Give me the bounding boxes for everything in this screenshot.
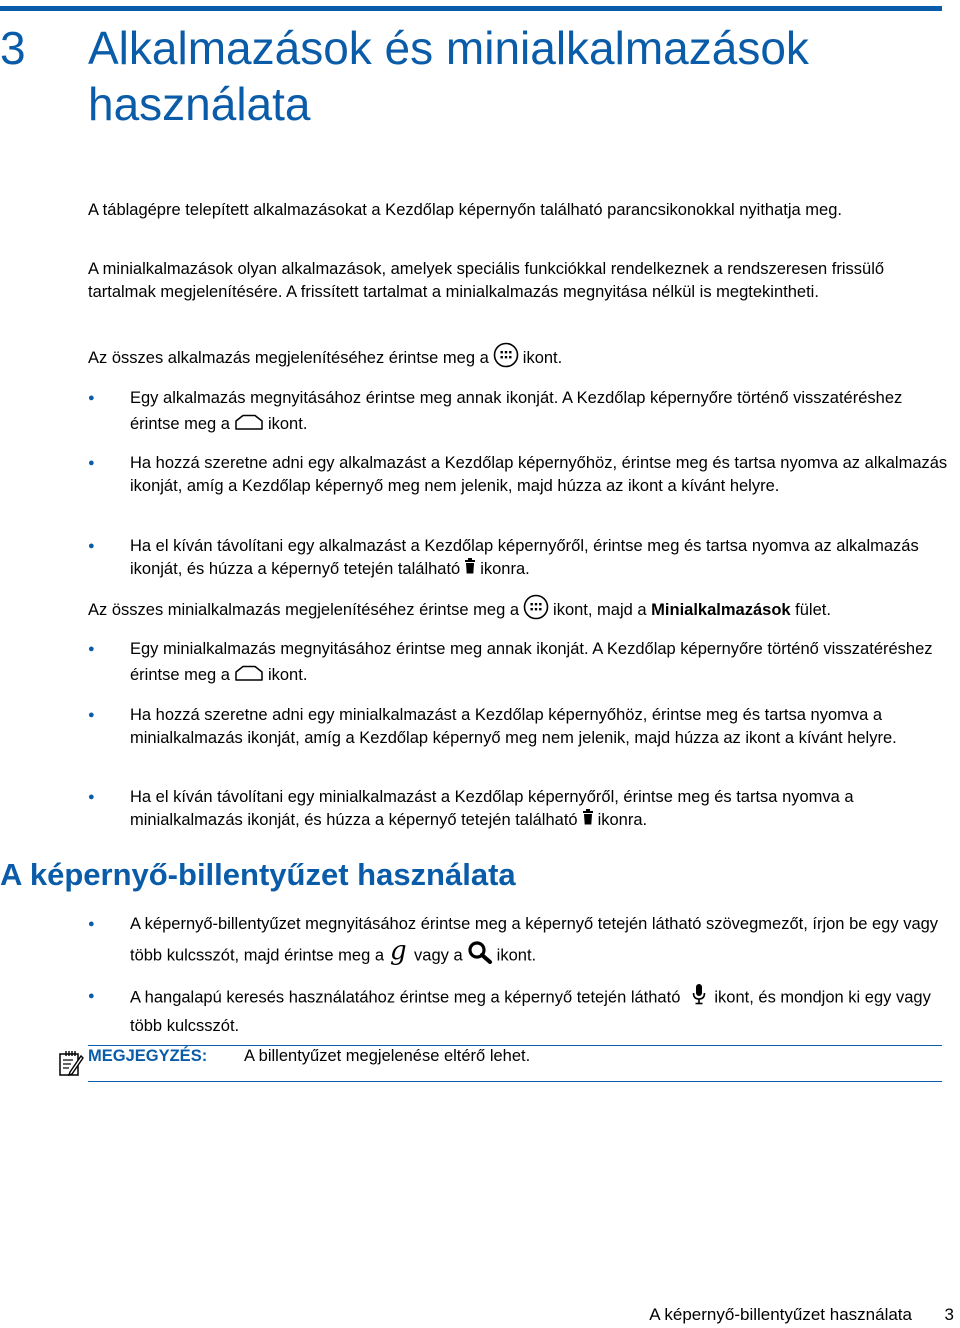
widgets-bullet-3-text: Ha el kíván távolítani egy minialkalmazást a Kezdőlap képernyőről, érintse meg és tartsa nyomva a minialkalmazás ikonját, és húzza a képernyő tetején található [130, 788, 854, 829]
top-rule [0, 6, 942, 11]
list-item [88, 385, 948, 438]
trash-icon [464, 558, 476, 581]
note-label: MEGJEGYZÉS: [88, 1047, 208, 1065]
all-apps-icon [493, 342, 519, 375]
section-title: A képernyő-billentyűzet használata [0, 857, 516, 892]
intro-paragraph-2: A minialkalmazások olyan alkalmazások, amelyek speciális funkciókkal rendelkeznek a rendszeresen frissülő tartalmak megjelenítésére. A frissített tartalmat a minialkalmazás megnyitása nélkül is megtekintheti. [88, 260, 885, 301]
list-item: ● Ha hozzá szeretne adni egy alkalmazást a Kezdőlap képernyőhöz, érintse meg és tartsa nyomva az alkalmazás ikonját, amíg a Kezdőlap képernyő meg nem jelenik, majd húzza az ikont a kívánt helyre. [88, 452, 948, 498]
apps-bullet-3-text: Ha el kíván távolítani egy alkalmazást a Kezdőlap képernyőről, érintse meg és tartsa nyomva az alkalmazás ikonját, és húzza a képernyő tetején található [130, 537, 919, 578]
trash-icon [582, 809, 594, 832]
list-item [88, 983, 948, 1039]
widgets-lead-suffix: fület. [795, 600, 831, 619]
apps-lead-suffix: ikont. [522, 348, 563, 367]
microphone-icon [692, 983, 706, 1013]
widgets-bullet-1-suffix: ikont. [267, 666, 308, 684]
list-item: ● Ha hozzá szeretne adni egy minialkalmazást a Kezdőlap képernyőhöz, érintse meg és tartsa nyomva a minialkalmazás ikonját, amíg a Kezdőlap képernyő meg nem jelenik, majd húzza az ikont a kívánt helyre. [88, 704, 948, 750]
note-text: A billentyűzet megjelenése eltérő lehet. [244, 1047, 531, 1065]
chapter-number: 3 [0, 22, 26, 74]
apps-bullet-list-2 [88, 452, 948, 498]
list-item [88, 535, 948, 581]
keyboard-bullet-1-text: A képernyő-billentyűzet megnyitásához érintse meg a képernyő tetején látható szövegmezőt, írjon be egy vagy több kulcsszót, majd érintse meg a [130, 915, 939, 965]
apps-bullet-1-suffix: ikont. [267, 415, 308, 433]
keyboard-bullet-2-text: A hangalapú keresés használatához érintse meg a képernyő tetején látható [130, 988, 681, 1007]
keyboard-bullet-1-mid: vagy a [414, 946, 463, 965]
widgets-lead [88, 594, 948, 627]
google-icon [388, 937, 410, 975]
widgets-bullet-list [88, 636, 948, 689]
svg-text:g: g [390, 937, 407, 966]
note-icon [58, 1048, 84, 1083]
list-item [88, 636, 948, 689]
apps-lead [88, 342, 948, 375]
footer-title: A képernyő-billentyűzet használata [649, 1305, 912, 1324]
keyboard-bullet-list-2 [88, 983, 948, 1039]
widgets-bullet-3-suffix: ikonra. [597, 811, 648, 829]
note-bottom-rule [88, 1081, 942, 1082]
widgets-lead-text: Az összes minialkalmazás megjelenítéséhez érintse meg a [88, 600, 520, 619]
apps-lead-text: Az összes alkalmazás megjelenítéséhez érintse meg a [88, 348, 489, 367]
home-icon [234, 663, 264, 689]
search-icon [467, 940, 493, 972]
apps-bullet-list [88, 385, 948, 438]
page-number: 3 [944, 1305, 954, 1324]
home-icon [234, 412, 264, 438]
apps-bullet-1-text: Egy alkalmazás megnyitásához érintse meg annak ikonját. A Kezdőlap képernyőre történő visszatéréshez érintse meg a [130, 389, 903, 433]
keyboard-bullet-2-suffix: ikont, és mondjon ki egy vagy több kulcsszót. [130, 988, 931, 1035]
widgets-lead-mid: ikont, majd a [553, 600, 647, 619]
apps-bullet-3-suffix: ikonra. [480, 560, 530, 578]
list-item [88, 911, 948, 975]
intro-paragraph-1: A táblagépre telepített alkalmazásokat a Kezdőlap képernyőn található parancsikonokkal nyithatja meg. [88, 201, 842, 219]
widgets-tab-name: Minialkalmazások [651, 600, 791, 619]
keyboard-bullet-list [88, 911, 948, 975]
widgets-bullet-list-2 [88, 704, 948, 750]
chapter-title: Alkalmazások és minialkalmazások használata [88, 22, 809, 130]
list-item [88, 786, 948, 832]
apps-bullet-list-3 [88, 535, 948, 581]
widgets-bullet-list-3 [88, 786, 948, 832]
widgets-bullet-1-text: Egy minialkalmazás megnyitásához érintse meg annak ikonját. A Kezdőlap képernyőre történő visszatéréshez érintse meg a [130, 640, 933, 684]
keyboard-bullet-1-suffix: ikont. [496, 946, 537, 965]
all-apps-icon [523, 594, 549, 627]
